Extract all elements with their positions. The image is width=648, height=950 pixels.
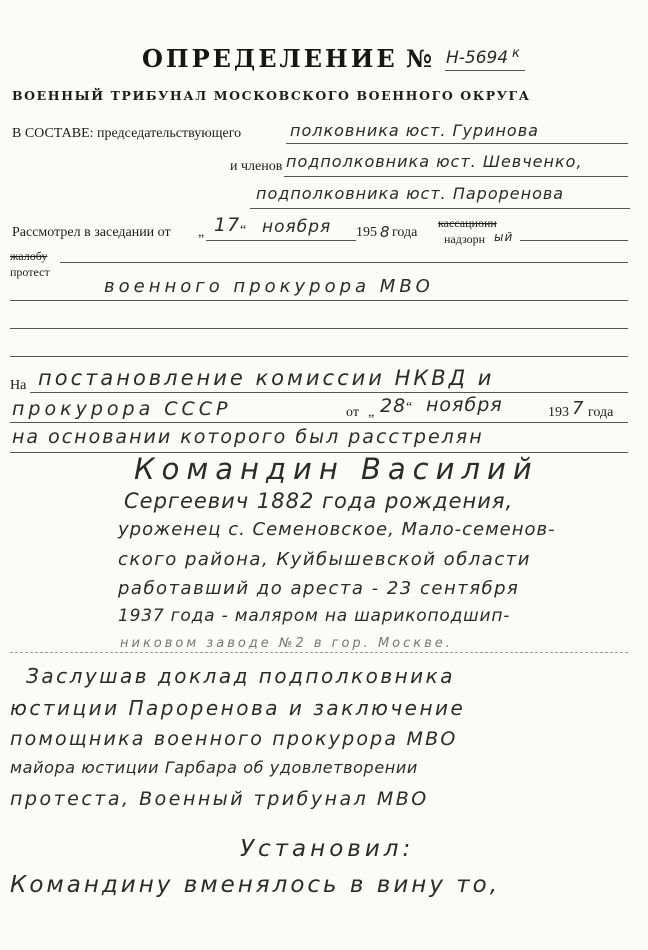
document-number-prefix: №	[406, 44, 436, 73]
blank-line-2	[10, 356, 628, 357]
ruling-line6: уроженец с. Семеновское, Мало-семенов-	[118, 519, 556, 540]
ruling-line2a: прокурора СССР	[12, 398, 232, 420]
session-date-line	[206, 240, 356, 241]
protest-label: протест	[10, 265, 50, 279]
ruling-line15: протеста, Военный трибунал МВО	[10, 788, 429, 810]
session-label: Рассмотрел в заседании от	[12, 225, 171, 240]
ruling-line11: Заслушав доклад подполковника	[26, 664, 456, 688]
nadzorn-ending: ый	[494, 230, 514, 244]
document-title: ОПРЕДЕЛЕНИЕ	[142, 44, 398, 73]
ustanovil-heading: Установил:	[240, 836, 415, 862]
session-day: 17	[214, 214, 241, 236]
member1-handwritten: подполковника юст. Шевченко,	[286, 152, 583, 171]
ot-label: от	[346, 405, 359, 420]
ruling-date-day: 28	[380, 395, 407, 417]
zhalobu-line	[60, 262, 628, 263]
ruling-line9: 1937 года - маляром на шарикоподшип-	[118, 606, 511, 626]
person-name: Командин Василий	[134, 452, 539, 486]
ruling-line12: юстиции Пароренова и заключение	[10, 696, 466, 720]
ruling-line17: Командину вменялось в вину то,	[10, 872, 501, 898]
ruling-year-prefix: 193	[548, 405, 569, 420]
member2-handwritten: подполковника юст. Пароренова	[256, 184, 565, 203]
ruling-line1: постановление комиссии НКВД и	[38, 366, 495, 390]
ruling-year-suffix: года	[588, 405, 614, 420]
ruling-line2-rule	[10, 422, 628, 423]
members-label: и членов	[230, 159, 283, 174]
ruling-line10: никовом заводе №2 в гор. Москве.	[120, 636, 453, 651]
tribunal-name: ВОЕННЫЙ ТРИБУНАЛ МОСКОВСКОГО ВОЕННОГО ОКРУГА	[12, 88, 531, 103]
zhalobu-struck: жалобу	[10, 249, 48, 263]
session-quote-close: “	[240, 223, 247, 238]
ruling-line1-rule	[30, 392, 628, 393]
document-number: Н-5694	[446, 48, 509, 68]
ruling-date-open: „	[368, 405, 375, 420]
ruling-line13: помощника военного прокурора МВО	[10, 728, 458, 750]
chair-line	[286, 143, 628, 144]
ruling-year-digit: 7	[572, 398, 585, 419]
chair-handwritten: полковника юст. Гуринова	[290, 121, 539, 140]
number-underline	[445, 70, 525, 71]
kassacionnuyu-struck: кассационн	[438, 216, 497, 230]
protest-line	[10, 300, 628, 301]
na-label: На	[10, 378, 27, 393]
ruling-date-close: “	[406, 400, 413, 415]
session-end-line	[520, 240, 628, 241]
session-year-prefix: 195	[356, 225, 377, 240]
session-year-suffix: года	[392, 225, 418, 240]
ruling-date-month: ноября	[426, 394, 503, 416]
session-quote-open: „	[198, 225, 205, 240]
ruling-line8: работавший до ареста - 23 сентября	[118, 578, 520, 599]
ruling-line5: Сергеевич 1882 года рождения,	[124, 489, 514, 513]
composition-label: В СОСТАВЕ: председательствующего	[12, 126, 242, 141]
ruling-line7: ского района, Куйбышевской области	[118, 549, 531, 570]
ruling-line10-rule	[10, 652, 628, 653]
ruling-line14: майора юстиции Гарбара об удовлетворении	[10, 758, 418, 777]
nadzorn-label: надзорн	[444, 232, 486, 246]
member2-line	[250, 208, 630, 209]
ruling-line3: на основании которого был расстрелян	[12, 426, 484, 448]
document-number-suffix: к	[512, 46, 520, 61]
member1-line	[284, 176, 628, 177]
blank-line-1	[10, 328, 628, 329]
session-year-digit: 8	[380, 223, 391, 241]
protest-by-handwritten: военного прокурора МВО	[104, 276, 434, 297]
session-month: ноября	[262, 217, 332, 237]
